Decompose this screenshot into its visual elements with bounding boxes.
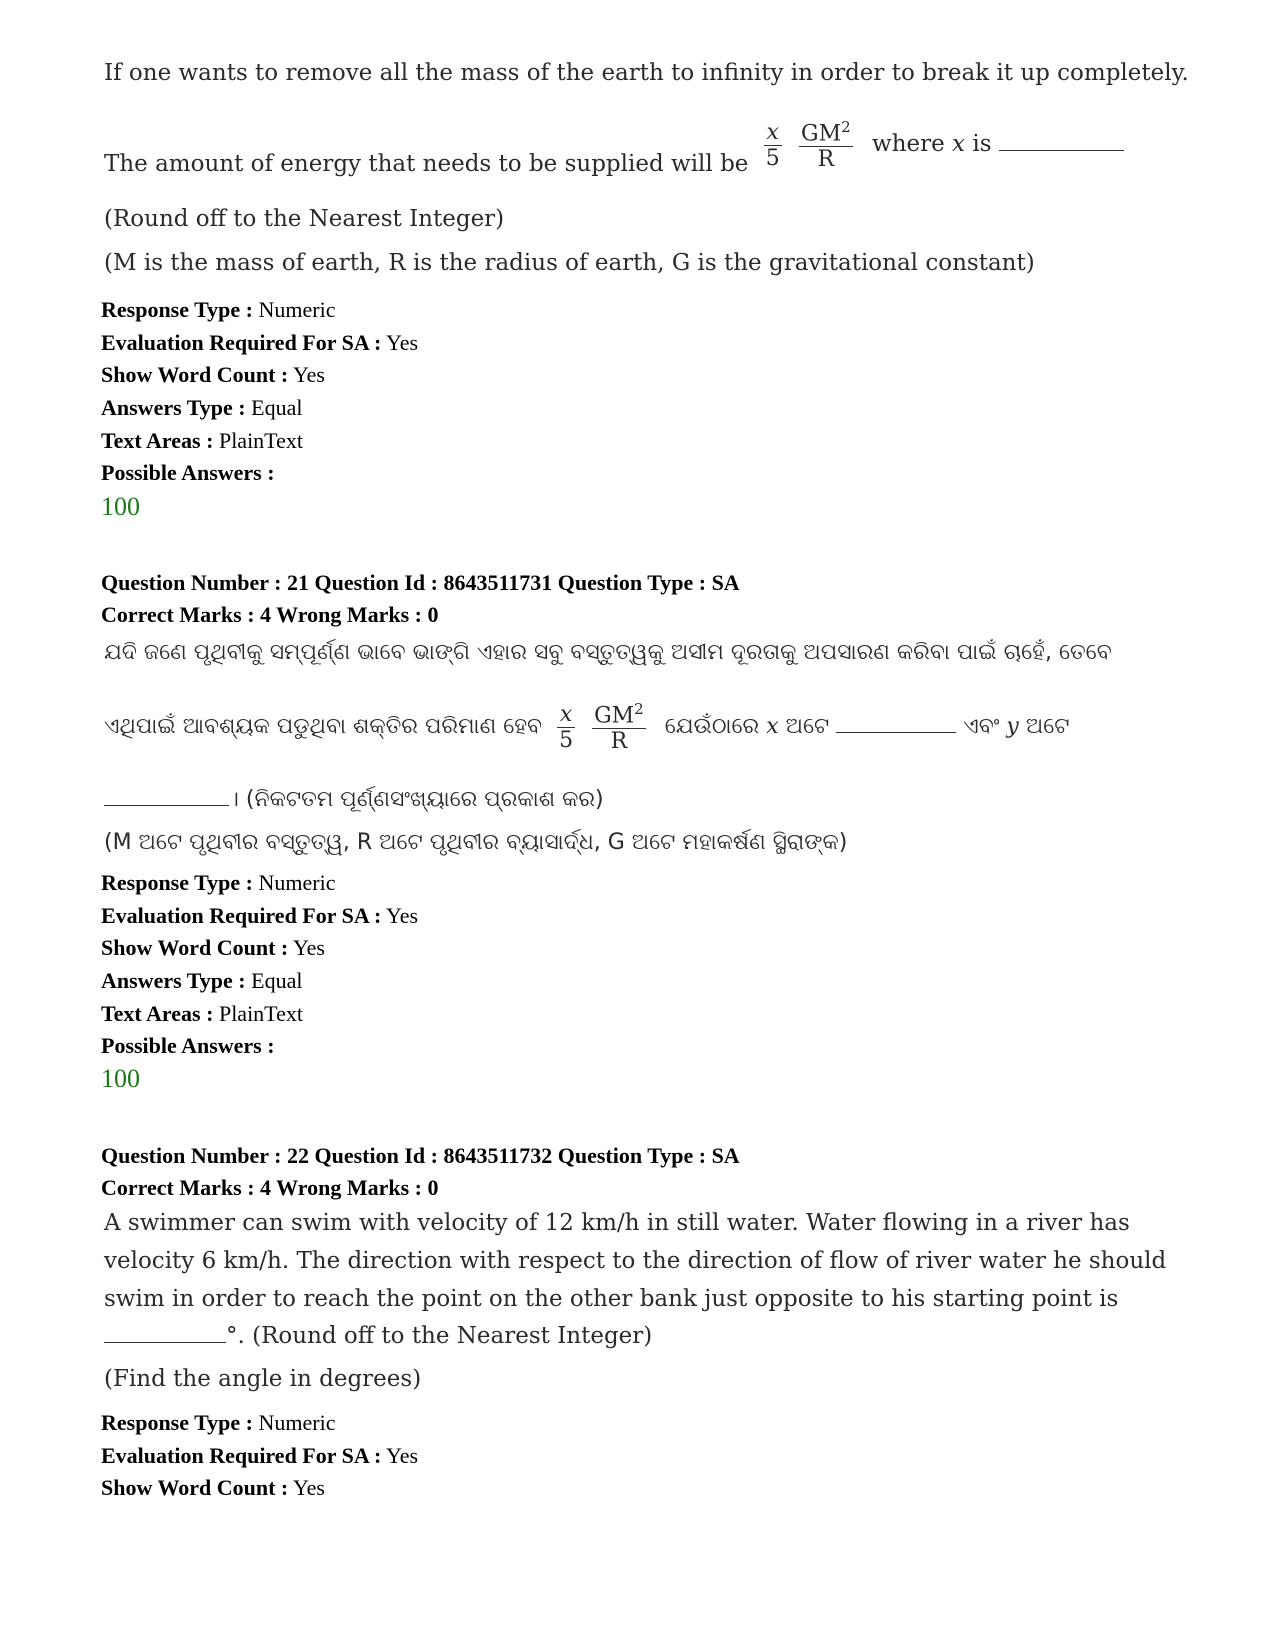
q21-fraction-gm2r <box>592 700 646 754</box>
q20-meta-evaluation: Evaluation Required For SA : Yes <box>101 330 419 355</box>
q20-var-x: x <box>952 131 966 158</box>
q20-text-line2 <box>104 118 1124 178</box>
q21-frac-5: 5 <box>559 727 574 753</box>
q21-meta-evaluation: Evaluation Required For SA : Yes <box>101 903 419 928</box>
q21-meta-word-count: Show Word Count : Yes <box>101 935 325 960</box>
q21-var-y: y <box>1006 714 1019 740</box>
q22-line4-text: °. (Round off to the Nearest Integer) <box>226 1323 653 1349</box>
q22-marks: Correct Marks : 4 Wrong Marks : 0 <box>101 1175 439 1200</box>
q20-meta-possible-answers: Possible Answers : <box>101 460 275 485</box>
q20-possible-answer: 100 <box>101 492 140 521</box>
q21-header: Question Number : 21 Question Id : 8643511731 Question Type : SA <box>101 570 740 595</box>
q20-fraction-x5 <box>764 120 782 171</box>
q21-odia2-mid: ଯେଉଁଠାରେ <box>664 714 760 740</box>
q20-text-line3: (Round off to the Nearest Integer) <box>104 206 505 232</box>
q20-line2-pre: The amount of energy that needs to be supplied will be <box>104 151 749 178</box>
q20-meta-answers-type: Answers Type : Equal <box>101 395 303 420</box>
q21-meta-text-areas: Text Areas : PlainText <box>101 1001 303 1026</box>
q21-var-x: x <box>766 714 779 740</box>
q21-meta-possible-answers: Possible Answers : <box>101 1033 275 1058</box>
q21-answer-blank-y <box>104 805 229 806</box>
q20-is: is <box>972 131 992 158</box>
q22-text-line1: A swimmer can swim with velocity of 12 km/h in still water. Water flowing in a river has <box>104 1210 1130 1236</box>
q21-frac-sup: 2 <box>634 700 644 718</box>
q21-fraction-x5 <box>557 702 575 753</box>
q21-possible-answer: 100 <box>101 1064 140 1093</box>
q21-ate2: ଅଟେ <box>1025 714 1070 740</box>
q22-text-line2: velocity 6 km/h. The direction with respect to the direction of flow of river water he should <box>104 1248 1167 1274</box>
q22-meta-evaluation: Evaluation Required For SA : Yes <box>101 1443 419 1468</box>
q22-meta-response-type: Response Type : Numeric <box>101 1410 336 1435</box>
q22-header: Question Number : 22 Question Id : 8643511732 Question Type : SA <box>101 1143 740 1168</box>
q21-ebang: ଏବଂ <box>963 714 1000 740</box>
q21-ate: ଅଟେ <box>785 714 830 740</box>
q20-answer-blank <box>999 150 1124 151</box>
q20-text-line1: If one wants to remove all the mass of the earth to infinity in order to break it up completely. <box>104 60 1189 86</box>
q21-answer-blank-x <box>836 732 956 733</box>
q20-meta-word-count: Show Word Count : Yes <box>101 362 325 387</box>
q20-fraction-gm2r <box>799 118 853 172</box>
q21-frac-r: R <box>610 729 628 755</box>
q20-line2-post: where <box>872 131 945 158</box>
q21-meta-response-type: Response Type : Numeric <box>101 870 336 895</box>
q21-odia-line2 <box>104 700 1070 754</box>
q22-text-line4 <box>104 1323 652 1349</box>
q22-text-line3: swim in order to reach the point on the other bank just opposite to his starting point is <box>104 1286 1119 1312</box>
q21-odia-line4: (M ଅଟେ ପୃଥିବୀର ବସ୍ତୁତ୍ୱ, R ଅଟେ ପୃଥିବୀର ବ୍ୟାସାର୍ଦ୍ଧ, G ଅଟେ ମହାକର୍ଷଣ ସ୍ଥିରାଙ୍କ) <box>104 830 848 855</box>
q20-frac-5: 5 <box>765 145 780 171</box>
q20-frac-gm: GM <box>801 121 842 147</box>
q21-odia2-pre: ଏଥିପାଇଁ ଆବଶ୍ୟକ ପଡୁଥିବା ଶକ୍ତିର ପରିମାଣ ହେବ <box>104 714 543 740</box>
q22-text-line5: (Find the angle in degrees) <box>104 1366 422 1392</box>
q22-meta-word-count: Show Word Count : Yes <box>101 1475 325 1500</box>
q20-text-line4: (M is the mass of earth, R is the radius of earth, G is the gravitational constant) <box>104 250 1035 276</box>
q21-frac-gm: GM <box>594 703 635 729</box>
q20-meta-text-areas: Text Areas : PlainText <box>101 428 303 453</box>
q21-marks: Correct Marks : 4 Wrong Marks : 0 <box>101 602 439 627</box>
q20-frac-sup: 2 <box>841 118 851 136</box>
q21-frac-x: x <box>559 701 573 727</box>
q20-frac-r: R <box>817 147 835 173</box>
q21-odia3-text: । (ନିକଟତମ ପୂର୍ଣ୍ଣସଂଖ୍ୟାରେ ପ୍ରକାଶ କର) <box>229 787 604 812</box>
q21-odia-line1: ଯଦି ଜଣେ ପୃଥିବୀକୁ ସମ୍ପୂର୍ଣ୍ଣ ଭାବେ ଭାଙ୍ଗି ଏହାର ସବୁ ବସ୍ତୁତ୍ୱକୁ ଅସୀମ ଦୂରତାକୁ ଅପସାରଣ କରିବା ପାଇଁ ଚାହେଁ, ତେବେ <box>104 640 1112 665</box>
q20-meta-response-type: Response Type : Numeric <box>101 297 336 322</box>
q22-answer-blank <box>104 1342 226 1343</box>
q21-meta-answers-type: Answers Type : Equal <box>101 968 303 993</box>
q21-odia-line3 <box>104 787 604 812</box>
q20-frac-x: x <box>766 119 779 145</box>
